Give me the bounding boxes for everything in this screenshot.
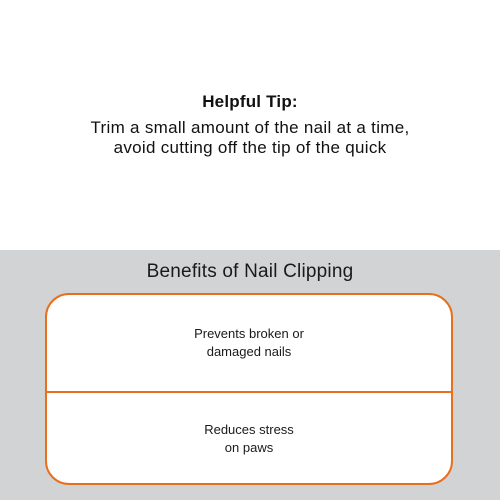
benefit-item-line-1: Prevents broken or [194, 326, 304, 341]
benefits-section [0, 250, 500, 500]
helpful-tip-text-line-1: Trim a small amount of the nail at a time, [90, 118, 410, 137]
benefit-item [47, 295, 451, 391]
helpful-tip-heading: Helpful Tip: [202, 92, 298, 111]
benefit-item-line-1: Reduces stress [204, 422, 294, 437]
benefit-item-text [169, 325, 329, 361]
benefit-item-line-2: on paws [224, 440, 274, 455]
benefit-item-text [169, 421, 329, 457]
helpful-tip-text-line-2: avoid cutting off the tip of the quick [113, 138, 387, 157]
benefit-item-line-2: damaged nails [206, 344, 292, 359]
benefit-item [47, 393, 451, 485]
benefits-card [45, 293, 453, 485]
benefits-title: Benefits of Nail Clipping [146, 261, 354, 282]
